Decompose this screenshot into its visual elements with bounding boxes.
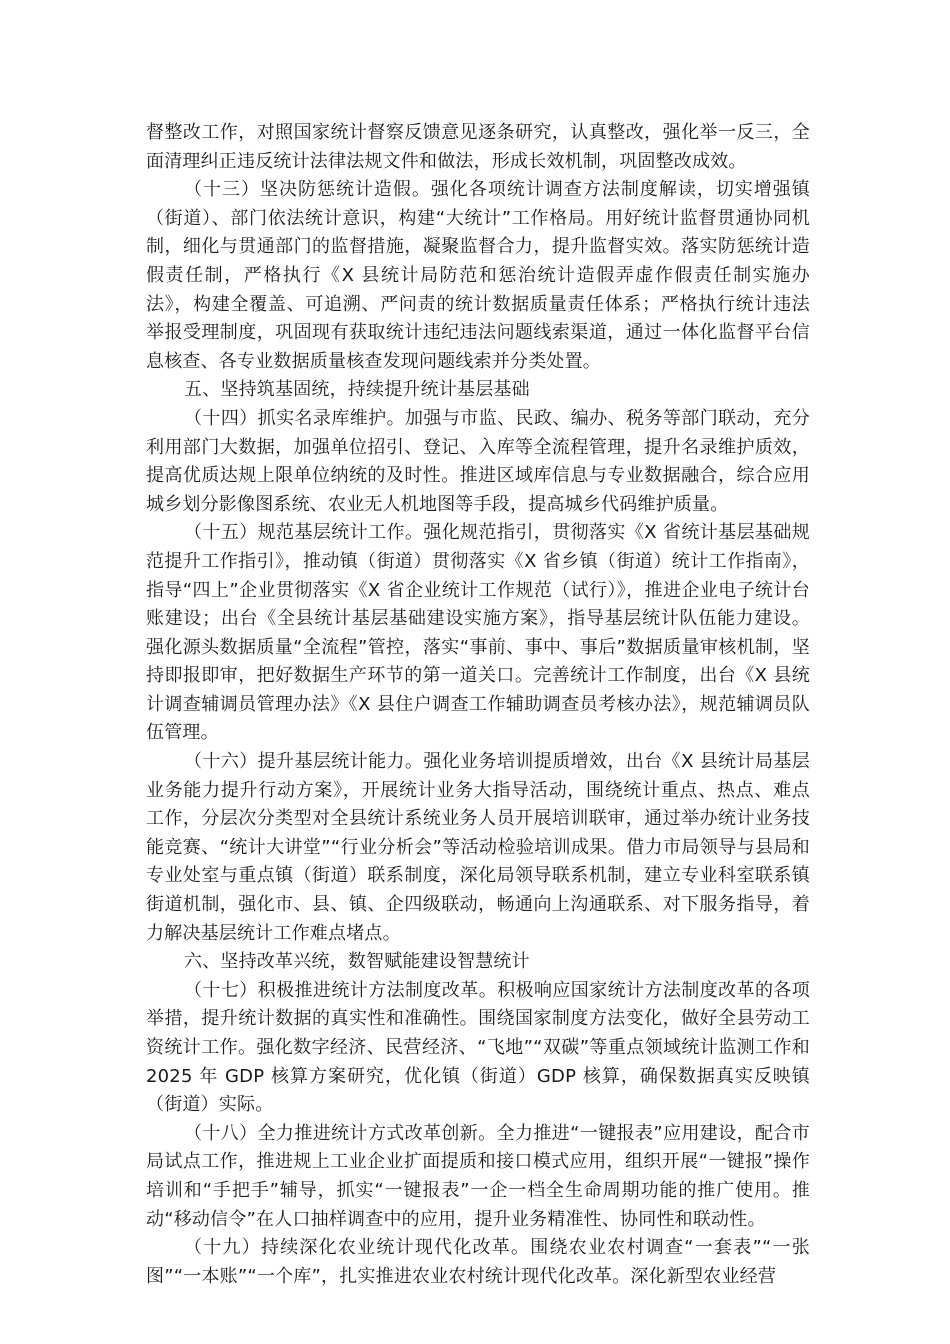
paragraph-item-17: （十七）积极推进统计方法制度改革。积极响应国家统计方法制度改革的各项举措，提升统计数据的真实性和准确性。围绕国家制度方法变化，做好全县劳动工资统计工作。强化数字经济、民营经济、“飞地”“双碳”等重点领域统计监测工作和 2025 年 GDP 核算方案研究，优化镇（街道）GDP 核算，确保数据真实反映镇（街道）实际。 <box>146 979 810 1116</box>
paragraph-continuation: 督整改工作，对照国家统计督察反馈意见逐条研究，认真整改，强化举一反三，全面清理纠正违反统计法律法规文件和做法，形成长效机制，巩固整改成效。 <box>146 122 810 172</box>
paragraph-item-13: （十三）坚决防惩统计造假。强化各项统计调查方法制度解读，切实增强镇（街道）、部门依法统计意识，构建“大统计”工作格局。用好统计监督贯通协同机制，细化与贯通部门的监督措施，凝聚监督合力，提升监督实效。落实防惩统计造假责任制，严格执行《X 县统计局防范和惩治统计造假弄虚作假责任制实施办法》，构建全覆盖、可追溯、严问责的统计数据质量责任体系；严格执行统计违法举报受理制度，巩固现有获取统计违纪违法问题线索渠道，通过一体化监督平台信息核查、各专业数据质量核查发现问题线索并分类处置。 <box>146 179 810 372</box>
paragraph-item-16: （十六）提升基层统计能力。强化业务培训提质增效，出台《X 县统计局基层业务能力提升行动方案》，开展统计业务大指导活动，围绕统计重点、热点、难点工作，分层次分类型对全县统计系统业务人员开展培训联审，通过举办统计业务技能竞赛、“统计大讲堂”“行业分析会”等活动检验培训成果。借力市局领导与县局和专业处室与重点镇（街道）联系制度，深化局领导联系机制，建立专业科室联系镇街道机制，强化市、县、镇、企四级联动，畅通向上沟通联系、对下服务指导，着力解决基层统计工作难点堵点。 <box>146 751 810 944</box>
paragraph-item-14: （十四）抓实名录库维护。加强与市监、民政、编办、税务等部门联动，充分利用部门大数据，加强单位招引、登记、入库等全流程管理，提升名录维护质效，提高优质达规上限单位纳统的及时性。推进区域库信息与专业数据融合，综合应用城乡划分影像图系统、农业无人机地图等手段，提高城乡代码维护质量。 <box>146 407 810 515</box>
paragraph-item-19: （十九）持续深化农业统计现代化改革。围绕农业农村调查“一套表”“一张图”“一本账”“一个库”，扎实推进农业农村统计现代化改革。深化新型农业经营 <box>146 1237 810 1287</box>
paragraph-item-15: （十五）规范基层统计工作。强化规范指引，贯彻落实《X 省统计基层基础规范提升工作指引》，推动镇（街道）贯彻落实《X 省乡镇（街道）统计工作指南》，指导“四上”企业贯彻落实《X 省企业统计工作规范（试行）》，推进企业电子统计台账建设；出台《全县统计基层基础建设实施方案》，指导基层统计队伍能力建设。强化源头数据质量“全流程”管控，落实“事前、事中、事后”数据质量审核机制，坚持即报即审，把好数据生产环节的第一道关口。完善统计工作制度，出台《X 县统计调查辅调员管理办法》《X 县住户调查工作辅助调查员考核办法》，规范辅调员队伍管理。 <box>146 522 810 744</box>
section-heading-6: 六、坚持改革兴统，数智赋能建设智慧统计 <box>184 951 530 973</box>
section-heading-5: 五、坚持筑基固统，持续提升统计基层基础 <box>184 379 530 401</box>
paragraph-item-18: （十八）全力推进统计方式改革创新。全力推进“一键报表”应用建设，配合市局试点工作，推进规上工业企业扩面提质和接口模式应用，组织开展“一键报”操作培训和“手把手”辅导，抓实“一键报表”一企一档全生命周期功能的推广使用。推动“移动信令”在人口抽样调查中的应用，提升业务精准性、协同性和联动性。 <box>146 1122 810 1230</box>
document-page <box>146 119 810 1291</box>
